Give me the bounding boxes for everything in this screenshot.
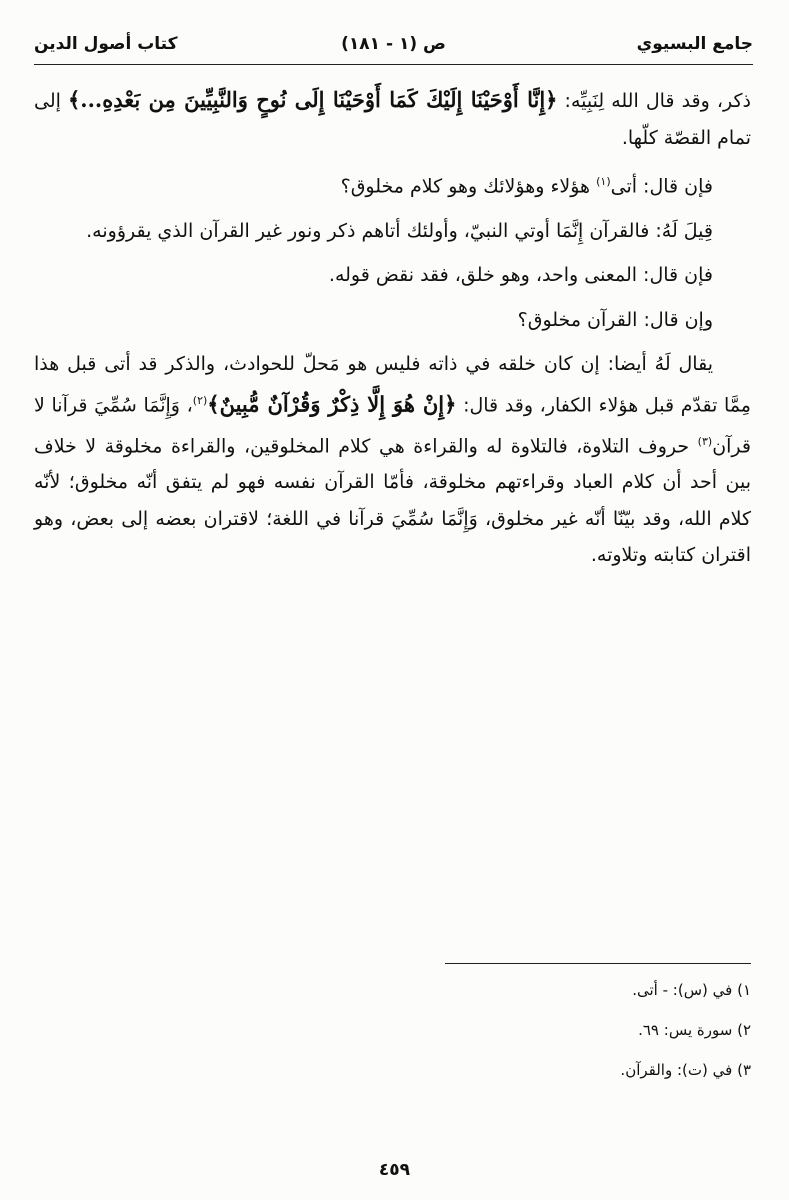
- footnote-2: ٢) سورة يس: ٦٩.: [638, 1021, 751, 1039]
- main-text: [34, 82, 751, 582]
- paragraph-6-lead: يقال لَهُ: [654, 353, 713, 376]
- header-divider: [34, 64, 753, 65]
- paragraph-5: وإن قال: القرآن مخلوق؟: [517, 308, 713, 331]
- header-page-range: ص (١ - ١٨١): [341, 34, 446, 54]
- header-book-title: جامع البسيوي: [636, 34, 753, 54]
- footnote-ref-2: (٢): [192, 393, 208, 407]
- quran-verse-1: ﴿إِنَّا أَوْحَيْنَا إِلَيْكَ كَمَا أَوْحَيْنَا إِلَى نُوحٍ وَالنَّبِيِّينَ مِن بَعْدِهِ...﴾: [67, 87, 558, 112]
- footnote-ref-3: (٣): [697, 434, 713, 448]
- footnotes: [351, 980, 751, 1100]
- header-section-title: كتاب أصول الدين: [34, 34, 178, 54]
- footnote-ref-1: (١): [596, 175, 611, 188]
- paragraph-6-text-c: حروف التلاوة، فالتلاوة له والقراءة هي كلام المخلوقين، والقراءة مخلوقة لا خلاف بين أحد أن كلام العباد وقراءتهم مخلوقة، فأمّا القرآن نفسه فهو لم يتفق أنّه مخلوق؛ لأنّه كلام الله، وقد بيّنّا أنّه غير مخلوق، وَإِنَّمَا سُمِّيَ قرآنا في اللغة؛ لاقتران بعضه إلى بعض، وهو اقتران كتابته وتلاوته.: [34, 434, 751, 567]
- paragraph-1: [34, 82, 751, 156]
- paragraph-3-text: فالقرآن إِنَّمَا أوتي النبيّ، وأولئك أتاهم ذكر ونور غير القرآن الذي يقرؤونه.: [86, 219, 656, 242]
- paragraph-4: فإن قال: المعنى واحد، وهو خلق، فقد نقض قوله.: [328, 264, 713, 287]
- paragraph-6: [34, 346, 751, 574]
- paragraph-6-text-a: أيضا: إن كان خلقه في ذاته فليس هو مَحلّ للحوادث، والذكر قد أتى قبل هذا مِمَّا تقدّم قبل هؤلاء الكفار، وقد قال:: [34, 353, 751, 417]
- paragraph-3: [34, 213, 751, 250]
- page-number: ٤٥٩: [378, 1160, 411, 1180]
- footnote-divider: [445, 963, 751, 964]
- paragraph-3-lead: قِيلَ لَهُ:: [655, 219, 713, 242]
- paragraph-1-text-b: إلى تمام القصّة كلّها.: [34, 90, 751, 149]
- paragraph-1-text-a: ذكر، وقد قال الله لِنَبِيِّه:: [557, 90, 751, 112]
- quran-verse-2: ﴿إِنْ هُوَ إِلَّا ذِكْرٌ وَقُرْآنٌ مُّبِينٌ﴾: [207, 391, 457, 417]
- paragraph-2-text-b: هؤلاء وهؤلائك وهو كلام مخلوق؟: [340, 175, 597, 198]
- footnote-1: ١) في (س): - أتى.: [632, 981, 751, 999]
- footnote-3: ٣) في (ت): والقرآن.: [620, 1061, 751, 1079]
- paragraph-6-text-b: ، وَإِنَّمَا سُمِّيَ قرآنا لا قرآن: [34, 394, 751, 457]
- running-header: [34, 30, 753, 60]
- paragraph-2-text-a: فإن قال: أتى: [610, 175, 713, 198]
- paragraph-2: [34, 164, 751, 205]
